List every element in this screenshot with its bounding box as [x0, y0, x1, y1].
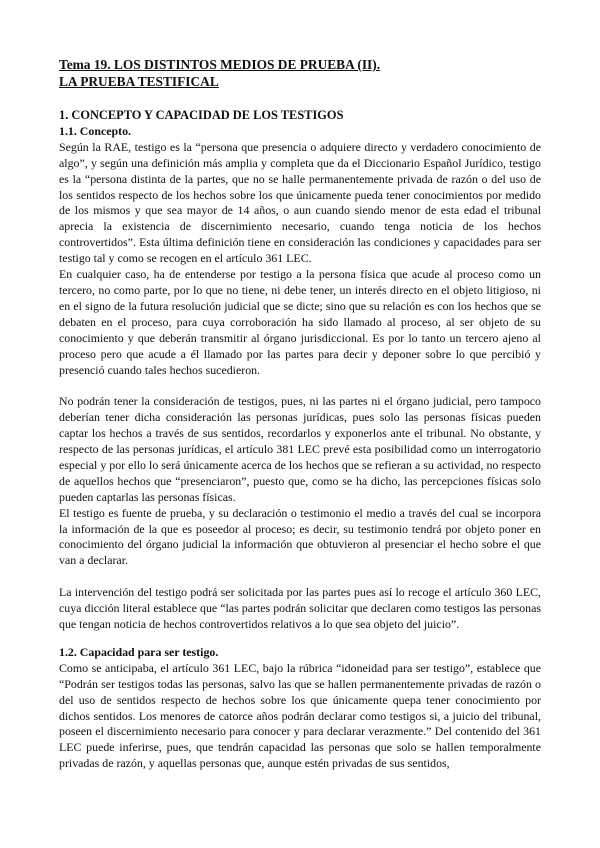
paragraph-gap	[59, 633, 541, 645]
paragraph-3: No podrán tener la consideración de testigos, pues, ni las partes ni el órgano judicial, pero tampoco deberían tener dicha consideración las personas jurídicas, pues solo las personas físicas pueden captar los hechos a través de sus sentidos, recordarlos y exponerlos ante el tribunal. No obstante, y respecto de las personas jurídicas, el artículo 381 LEC prevé esta posibilidad como un interrogatorio especial y por ello lo será únicamente acerca de los hechos que se refieran a su actividad, no respecto de aquellos hechos que “presenciaron”, puesto que, como se ha dicho, las percepciones físicas solo pueden captarlas las personas físicas.	[59, 394, 541, 504]
title-line-1: Tema 19. LOS DISTINTOS MEDIOS DE PRUEBA (II).	[59, 57, 381, 72]
section-1-heading: 1. CONCEPTO Y CAPACIDAD DE LOS TESTIGOS	[59, 108, 344, 122]
paragraph-5: La intervención del testigo podrá ser solicitada por las partes pues así lo recoge el artículo 360 LEC, cuya dicción literal establece que “las partes podrán solicitar que declaren como testigos las personas que tengan noticia de hechos controvertidos relativos a lo que sea objeto del juicio”.	[59, 585, 541, 631]
paragraph-6: Como se anticipaba, el artículo 361 LEC, bajo la rúbrica “idoneidad para ser testigo”, establece que “Podrán ser testigos todas las personas, salvo las que se hallen permanentemente privadas de razón o del uso de sentidos respecto de hechos sobre los que únicamente quepa tener conocimiento por dichos sentidos. Los menores de catorce años podrán declarar como testigos si, a juicio del tribunal, poseen el discernimiento necesario para conocer y para declarar verazmente.” Del contenido del 361 LEC puede inferirse, pues, que tendrán capacidad las personas que solo se hallen temporalmente privadas de razón, y aquellas personas que, aunque estén privadas de sus sentidos,	[59, 660, 541, 771]
paragraph-gap	[59, 569, 541, 585]
title-line-2: LA PRUEBA TESTIFICAL	[59, 74, 219, 89]
section-1-2-heading: 1.2. Capacidad para ser testigo.	[59, 644, 219, 659]
document-title	[59, 56, 541, 90]
paragraph-1: Según la RAE, testigo es la “persona que presencia o adquiere directo y verdadero conocimiento de algo”, y según una definición más amplia y completa que da el Diccionario Español Jurídico, testigo es la “persona distinta de la partes, que no se halle permanentemente privada de razón o del uso de los sentidos respecto de los hechos sobre los que únicamente pueda tener conocimientos por medido de los mismos y que sea mayor de 14 años, o aun cuando siendo menor de esta edad el tribunal aprecia la existencia de discernimiento necesario, cuando tenga noticia de los hechos controvertidos”. Esta última definición tiene en consideración las condiciones y capacidades para ser testigo tal y como se recogen en el artículo 361 LEC.	[59, 139, 541, 266]
paragraph-4: El testigo es fuente de prueba, y su declaración o testimonio el medio a través del cual se incorpora la información de la que es poseedor al proceso; es decir, su testimonio tendrá por objeto poner en conocimiento del órgano judicial la información que obtuvieron al presenciar el hecho sobre el que van a declarar.	[59, 505, 541, 568]
paragraph-gap	[59, 378, 541, 394]
paragraph-2: En cualquier caso, ha de entenderse por testigo a la persona física que acude al proceso como un tercero, no como parte, por lo que no tiene, ni debe tener, un interés directo en el objeto litigioso, ni en el signo de la futura resolución judicial que se dicte; sino que su relación es con los hechos que se debaten en el proceso, para cuya corroboración ha sido llamado al proceso, al ser objeto de su conocimiento y que deberán transmitir al órgano jurisdiccional. Es por lo tanto un tercero ajeno al proceso pero que acude a él llamado por las partes para decir y deponer sobre lo que percibió y presenció cuando tales hechos sucedieron.	[59, 267, 541, 377]
section-1-1-heading: 1.1. Concepto.	[59, 123, 131, 138]
